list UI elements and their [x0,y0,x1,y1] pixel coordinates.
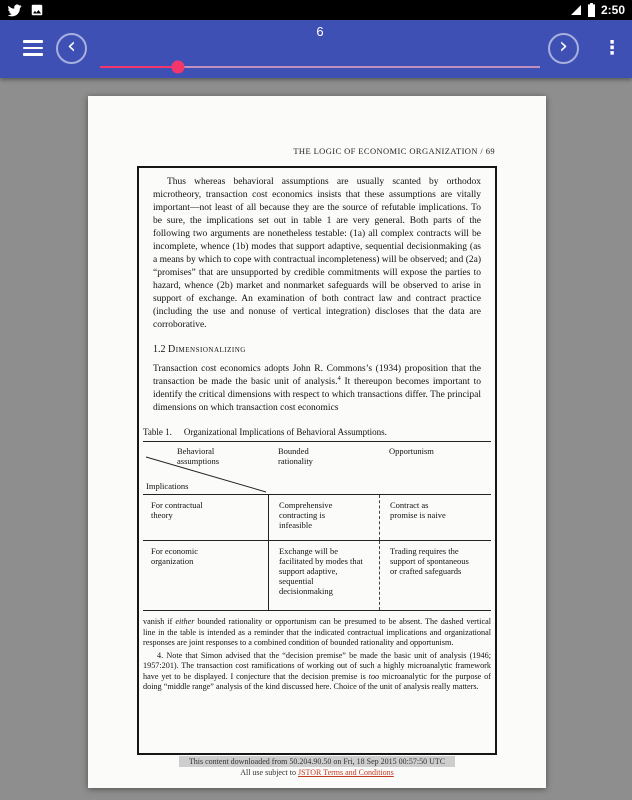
chevron-left-icon: ‹ [67,33,76,59]
download-stamp-line: This content downloaded from 50.204.90.50 on Fri, 18 Sep 2015 00:57:50 UTC [179,756,455,767]
column-header-bounded-rationality: Bounded rationality [278,446,313,466]
section-title: Dimensionalizing [168,344,246,355]
column-header-opportunism: Opportunism [389,446,434,456]
notification-icons [7,0,44,20]
table-caption-title: Organizational Implications of Behavioral Assumptions. [183,427,387,437]
corner-label-bottom: Implications [146,481,189,491]
footnote-reference: 4 [337,374,341,382]
row-label: For economic organization [151,546,198,566]
paragraph-1: Thus whereas behavioral assumptions are usually scanted by orthodox microtheory, transaction cost economics insists that these assumptions are vitally important—not least of all because they are the source of refutable implications. To be sure, the implications set out in table 1 are very general. Both parts of the following two arguments are nonetheless testable: (1a) all complex contracts will be incomplete, whence (1b) modes that support adaptive, sequential decisionmaking (as a means by which to cope with contractual incompleteness) will be observed; and (2a) “promises” that are unsupported by credible commitments will expose the parties to hazard, whence (2b) market and nonmarket safeguards will be observed to arise in support of exchange. An examination of both contract law and contract practice (including the use and nonuse of vertical integration) discloses that the data are corroborative. [153,177,481,330]
page-number-label: 6 [316,24,324,39]
status-bar [0,0,632,20]
jstor-terms-link[interactable]: JSTOR Terms and Conditions [297,768,394,777]
table-cell: Exchange will be facilitated by modes that support adaptive, sequential decisionmaking [268,541,379,610]
bird-notification-icon [7,4,22,17]
previous-page-button[interactable] [56,33,87,64]
behavioral-assumptions-table [143,441,491,611]
terms-line [88,768,546,778]
app-toolbar [0,20,632,78]
table-cell: Contract as promise is naive [379,495,491,540]
terms-prefix: All use subject to [240,768,298,777]
table-caption-label: Table 1. [143,427,172,437]
slider-fill [100,66,178,68]
document-page[interactable] [88,96,546,788]
table-caption [143,427,491,437]
page-slider[interactable] [100,59,540,75]
section-heading [153,344,481,355]
running-head: THE LOGIC OF ECONOMIC ORGANIZATION / 69 [293,146,495,156]
footnotes [143,617,491,693]
table-header-row [143,442,491,495]
table-row-contractual-theory [143,495,491,541]
screenshot-notification-icon [30,3,44,17]
chevron-right-icon: › [559,33,568,59]
slider-thumb[interactable] [171,61,184,74]
clock-label: 2:50 [600,3,625,17]
hamburger-icon [23,40,45,56]
table-cell: Trading requires the support of spontaneous or crafted safeguards [379,541,491,610]
overflow-menu-button[interactable] [597,33,627,64]
menu-button[interactable] [23,40,45,58]
next-page-button[interactable] [548,33,579,64]
corner-label-top: Behavioral assumptions [177,446,220,466]
overflow-dots-icon: ⋮ [602,37,622,59]
paragraph-2-text: Transaction cost economics adopts John R. Commons’s (1934) proposition that the transaction be made the basic unit of analysis. [153,364,481,387]
footnote-4: 4. Note that Simon advised that the “decision premise” be made the basic unit of analysis (1946; 1957:201). The transaction cost ramifications of working out of such a highly microanalytic framework have yet to be displayed. I conjecture that the decision premise is too microanalytic for the purpose of doing “middle range” analysis of the kind discussed here. Choice of the unit of analysis really matters. [143,650,491,691]
row-label: For contractual theory [151,500,203,520]
footnote-continuation: vanish if either bounded rationality or opportunism can be presumed to be absent. The dashed vertical line in the table is intended as a reminder that the indicated contractual implications and organizational responses are joint responses to a combined condition of bounded rationality and opportunism. [143,617,491,647]
scanned-page-frame [137,166,497,755]
section-number: 1.2 [153,344,166,355]
system-status-icons [570,0,625,20]
jstor-stamp [88,756,546,778]
paragraph-2 [153,363,481,415]
table-corner-cell [143,442,268,494]
paragraph-2-text: It thereupon becomes important to identify the critical dimensions with respect to which transactions differ. The principal dimensions on which transaction cost economics [153,377,481,413]
table-cell: Comprehensive contracting is infeasible [268,495,379,540]
signal-icon [570,4,582,16]
table-row-economic-organization [143,541,491,611]
battery-icon [587,3,596,17]
